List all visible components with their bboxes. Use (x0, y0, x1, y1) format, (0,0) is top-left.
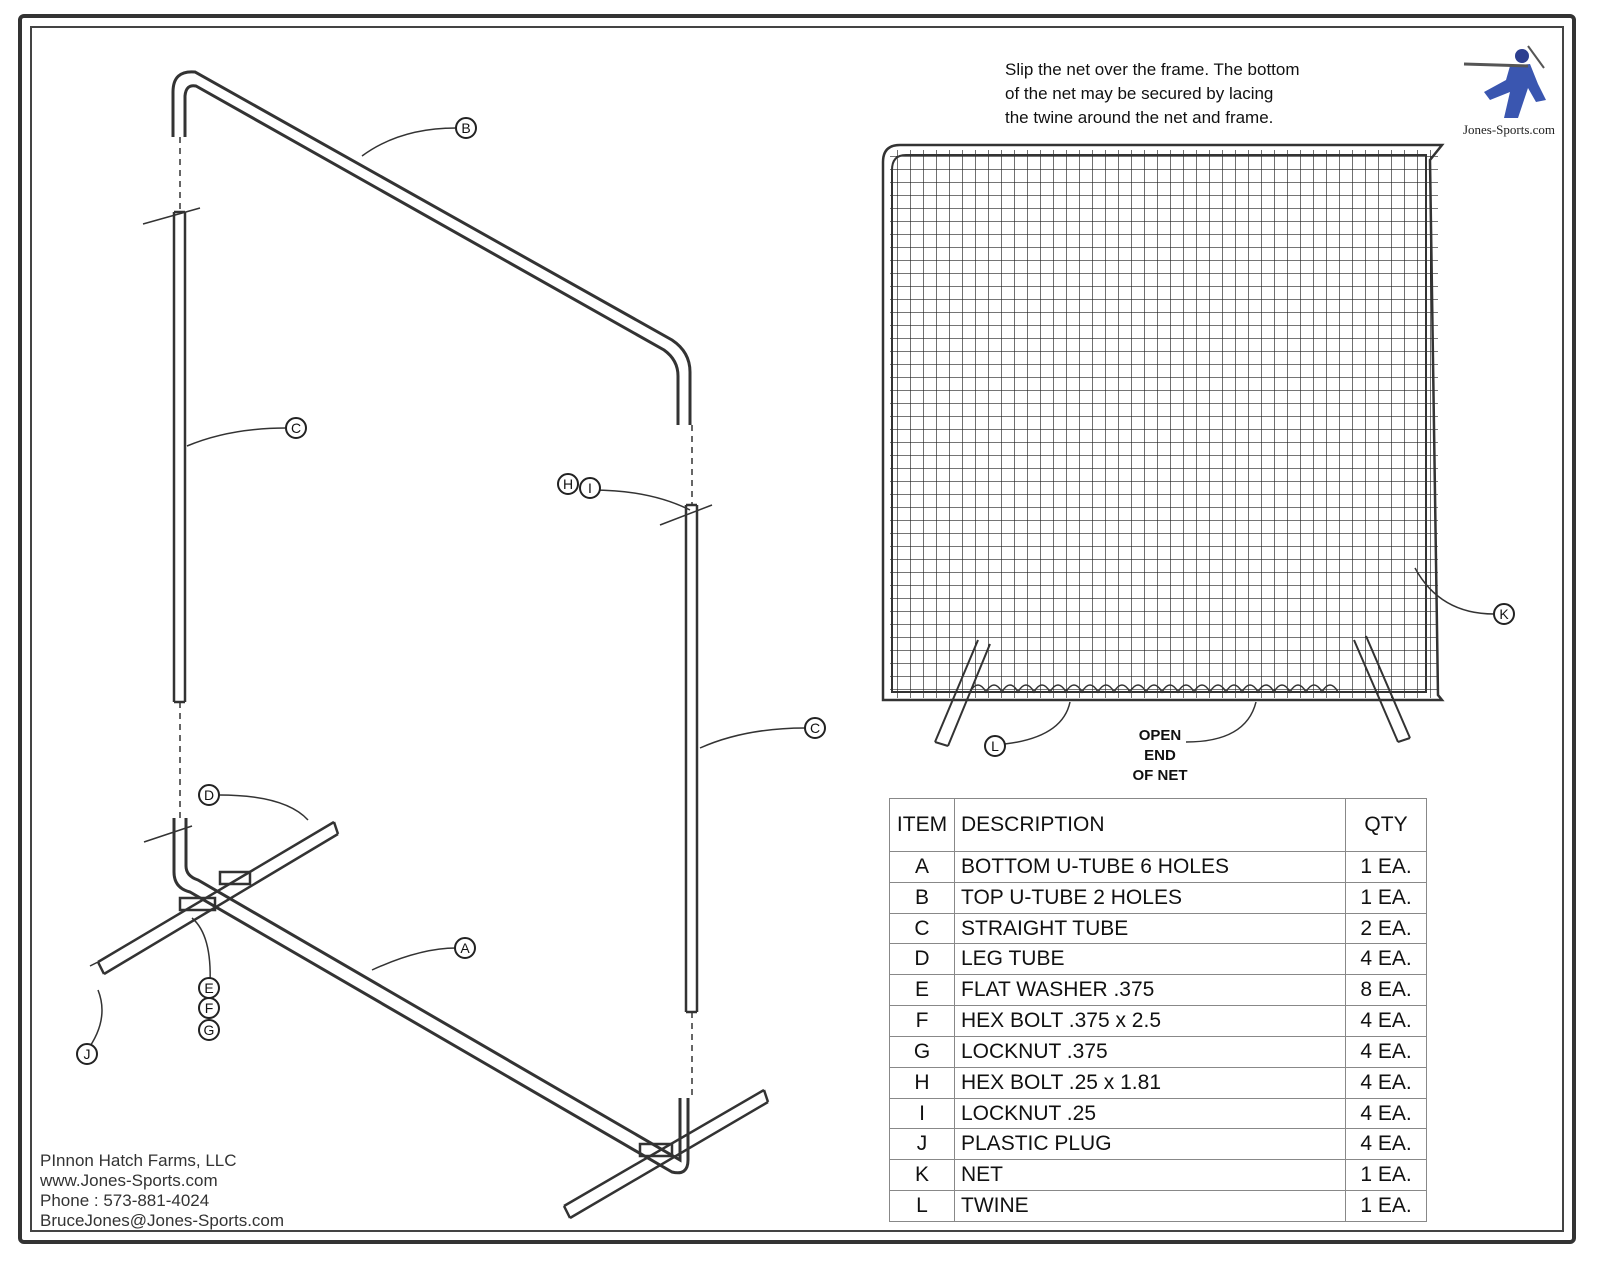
instructions-line-3: the twine around the net and frame. (1005, 108, 1274, 127)
row-item: C (890, 913, 955, 944)
row-description: PLASTIC PLUG (955, 1129, 1346, 1160)
callout-j: J (83, 1046, 91, 1062)
table-row (890, 1006, 1427, 1037)
row-item: B (890, 882, 955, 913)
row-qty: 4 EA. (1346, 1006, 1427, 1037)
row-qty: 4 EA. (1346, 1036, 1427, 1067)
callout-d: D (203, 787, 215, 803)
phone-number: Phone : 573-881-4024 (40, 1191, 210, 1210)
open-end-note-line3: OF NET (1132, 767, 1188, 784)
row-qty: 1 EA. (1346, 1160, 1427, 1191)
table-row (890, 852, 1427, 883)
row-item: D (890, 944, 955, 975)
table-row (890, 913, 1427, 944)
row-qty: 4 EA. (1346, 1098, 1427, 1129)
callout-k: K (1499, 606, 1509, 622)
row-qty: 1 EA. (1346, 852, 1427, 883)
row-qty: 4 EA. (1346, 1129, 1427, 1160)
row-item: G (890, 1036, 955, 1067)
row-item: H (890, 1067, 955, 1098)
row-qty: 2 EA. (1346, 913, 1427, 944)
row-description: BOTTOM U-TUBE 6 HOLES (955, 852, 1346, 883)
contact-info (40, 1151, 284, 1231)
row-description: LEG TUBE (955, 944, 1346, 975)
table-row (890, 882, 1427, 913)
logo-text: Jones-Sports.com (1462, 122, 1556, 137)
callout-g: G (203, 1022, 215, 1038)
table-row (890, 1067, 1427, 1098)
row-item: A (890, 852, 955, 883)
instructions-line-1: Slip the net over the frame. The bottom (1005, 60, 1300, 79)
row-description: LOCKNUT .25 (955, 1098, 1346, 1129)
row-qty: 4 EA. (1346, 944, 1427, 975)
callout-c-right: C (809, 720, 821, 736)
table-row (890, 1036, 1427, 1067)
instructions-line-2: of the net may be secured by lacing (1005, 84, 1274, 103)
header-qty: QTY (1346, 799, 1427, 852)
row-description: HEX BOLT .375 x 2.5 (955, 1006, 1346, 1037)
row-description: TOP U-TUBE 2 HOLES (955, 882, 1346, 913)
callout-f: F (204, 1000, 214, 1016)
company-name: PInnon Hatch Farms, LLC (40, 1151, 237, 1170)
header-description: DESCRIPTION (955, 799, 1346, 852)
header-item: ITEM (890, 799, 955, 852)
row-item: J (890, 1129, 955, 1160)
row-item: K (890, 1160, 955, 1191)
row-item: F (890, 1006, 955, 1037)
row-qty: 1 EA. (1346, 882, 1427, 913)
batter-silhouette-icon (1444, 40, 1574, 122)
row-item: E (890, 975, 955, 1006)
open-end-note-line1: OPEN (1138, 727, 1182, 744)
callout-c-left: C (290, 420, 302, 436)
row-qty: 1 EA. (1346, 1191, 1427, 1222)
parts-list-table (889, 798, 1427, 1222)
table-row (890, 1098, 1427, 1129)
callout-b: B (461, 120, 471, 136)
row-description: HEX BOLT .25 x 1.81 (955, 1067, 1346, 1098)
row-description: NET (955, 1160, 1346, 1191)
callout-h: H (562, 476, 574, 492)
row-qty: 8 EA. (1346, 975, 1427, 1006)
jones-sports-logo (1444, 40, 1574, 140)
website-link[interactable]: www.Jones-Sports.com (40, 1171, 218, 1190)
top-u-tube-b (173, 72, 690, 425)
callout-e: E (204, 980, 214, 996)
table-row (890, 1129, 1427, 1160)
row-qty: 4 EA. (1346, 1067, 1427, 1098)
alignment-dashes (180, 137, 692, 1098)
net-panel-k (883, 145, 1442, 746)
row-description: TWINE (955, 1191, 1346, 1222)
email-link[interactable]: BruceJones@Jones-Sports.com (40, 1211, 285, 1230)
table-row (890, 1191, 1427, 1222)
callout-l: L (991, 738, 999, 754)
row-description: LOCKNUT .375 (955, 1036, 1346, 1067)
open-end-note-line2: END (1144, 747, 1176, 764)
row-item: I (890, 1098, 955, 1129)
assembly-instructions (1005, 58, 1385, 130)
row-description: STRAIGHT TUBE (955, 913, 1346, 944)
right-straight-tube-c (660, 505, 712, 1012)
row-item: L (890, 1191, 955, 1222)
table-row (890, 975, 1427, 1006)
row-description: FLAT WASHER .375 (955, 975, 1346, 1006)
left-straight-tube-c (143, 208, 200, 702)
table-header-row (890, 799, 1427, 852)
table-row (890, 944, 1427, 975)
callout-i: I (588, 480, 592, 496)
callout-a: A (460, 940, 470, 956)
table-row (890, 1160, 1427, 1191)
